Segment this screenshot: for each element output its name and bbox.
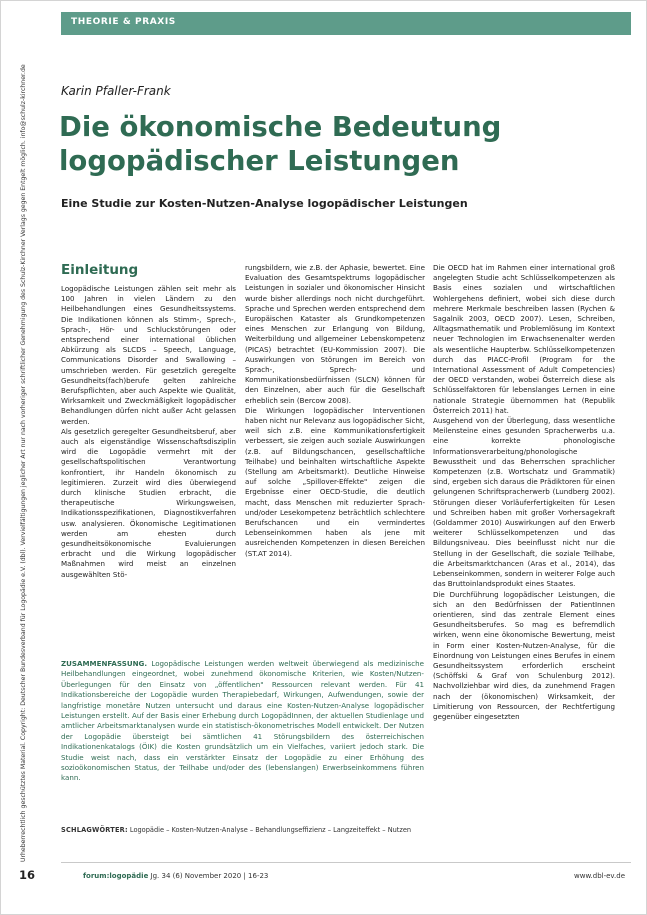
keywords-text: Logopädie – Kosten-Nutzen-Analyse – Behandlungseffizienz – Langzeiteffekt – Nutzen <box>127 826 412 834</box>
text-column-3 <box>433 263 615 722</box>
section-band <box>61 12 631 35</box>
journal-logo-part-1: forum: <box>83 872 110 880</box>
paragraph: Die Durchführung logopädischer Leistungen, die sich an den Bedürfnissen der PatientInnen orientieren, sind das zentrale Element eines Gesundheitsberufes. So mag es befremdlich wirken, wenn eine ökonomische Bewertung, meist in Form einer Kosten-Nutzen-Analyse, für die Einordnung von Leistungen eines Berufes in einem Gesundheitssystem erforderlich erscheint (Schöffski & Graf von Schulenburg 2012). Nachvollziehbar wird dies, da zunehmend Fragen nach der (ökonomischen) Wirksamkeit, der Limitierung von Ressourcen, der Rechtfertigung gegenüber eingesetzten <box>433 589 615 721</box>
abstract <box>61 659 424 784</box>
keywords-label: SCHLAGWÖRTER: <box>61 826 128 834</box>
paragraph: Logopädische Leistungen zählen seit mehr als 100 Jahren in vielen Ländern zu den Heilbehandlungen eines Gesundheitssystems. Die Indikationen können als Stimm-, Sprech-, Sprach-, Hör- und Schluckstörungen oder entsprechend einer international üblichen Abkürzung als SLCDS – Speech, Language, Communications Disorder and Swallowing – umschrieben werden. Für gesetzlich geregelte Gesundheits(fach)berufe gelten zahlreiche Berufspflichten, aber auch Aspekte wie Qualität, Wirksamkeit und Zweckmäßigkeit logopädischer Behandlungen dürfen nicht außer Acht gelassen werden. <box>61 284 236 426</box>
abstract-label: ZUSAMMENFASSUNG. <box>61 659 148 668</box>
paragraph: Als gesetzlich geregelter Gesundheitsberuf, aber auch als eigenständige Wissenschaftsdisziplin wird die Logopädie vermehrt mit der gesellschaftspolitischen Verantwortung konfrontiert, ihr Handeln ökonomisch zu legitimieren. Zurzeit wird dies überwiegend durch klinische Studien erbracht, die therapeutische Wirkungsweisen, Indikationsspezifikationen, Diagnostikverfahren usw. analysieren. Ökonomische Legitimationen werden am ehesten durch gesundheitsökonomische Evaluierungen erbracht und die Wirkung logopädischer Maßnahmen wird meist an einzelnen ausgewählten Stö- <box>61 426 236 579</box>
paragraph: rungsbildern, wie z.B. der Aphasie, bewertet. Eine Evaluation des Gesamtspektrums logopädischer Leistungen in sozialer und ökonomischer Hinsicht wurde bisher allerdings noch nicht durchgeführt. Sprache und Sprechen werden entsprechend dem Europäischen Kataster als Grundkompetenzen eines Menschen zur Erlangung von Bildung, Weiterbildung und allgemeiner Lebenskompetenz (PICAS) betrachtet (EU-Kommission 2007). Die Auswirkungen von Störungen im Bereich von Sprach-, Sprech- und Kommunikationsbedürfnissen (SLCN) können für den Einzelnen, aber auch für die Gesellschaft erheblich sein (Bercow 2008). <box>245 263 425 405</box>
footer-url[interactable]: www.dbl-ev.de <box>574 872 625 880</box>
abstract-text: Logopädische Leistungen werden weltweit überwiegend als medizinische Heilbehandlungen eingeordnet, wobei zunehmend ökonomische Kriterien, wie Kosten/Nutzen-Überlegungen für den Einsatz von „öffentlichen" Ressourcen relevant werden. Für 41 Indikationsbereiche der Logopädie wurden Therapiebedarf, Wirkungen, Aufwendungen, sowie der langfristige monetäre Nutzen untersucht und daraus eine Kosten-Nutzen-Analyse logopädischer Leistungen erstellt. Auf der Basis einer Erhebung durch LogopädInnen, der aktuellen Studienlage und amtlicher Arbeitsmarktanalysen wurde ein statistisch-ökonometrisches Modell entwickelt. Der Nutzen der Logopädie übersteigt bei sämtlichen 41 Störungsbildern des österreichischen Indikationenkatalogs (ÖIK) die Kosten grundsätzlich um ein Vielfaches, variiert jedoch stark. Die Studie weist nach, dass ein verstärkter Einsatz der Logopädie zu einer Erhöhung des sozioökonomischen Status, der Teilhabe und/oder des (lebenslangen) Erwerbseinkommens führen kann. <box>61 659 424 783</box>
section-label: THEORIE & PRAXIS <box>71 17 176 27</box>
keywords <box>61 825 424 835</box>
text-column-1 <box>61 284 236 580</box>
footer-divider <box>61 862 631 863</box>
title-line-2: logopädischer Leistungen <box>59 145 460 177</box>
journal-issue: Jg. 34 (6) November 2020 | 16-23 <box>150 872 269 880</box>
paragraph: Die OECD hat im Rahmen einer international groß angelegten Studie acht Schlüsselkompetenzen als Basis eines sozialen und wirtschaftlichen Wohlergehens definiert, wobei sich diese durch mehrere Merkmale beschreiben lassen (Rychen & Sagalnik 2003, OECD 2007). Lesen, Schreiben, Alltagsmathematik und Problemlösung im Kontext neuer Technologien im Erwachsenenalter werden als wesentliche Haupterbw. Schlüsselkompetenzen durch das PIACC-Profil (Program for the International Assessment of Adult Competencies) der OECD verstanden, wobei Österreich diese als Schlüsselfaktoren für lebenslanges Lernen in eine nationale Strategie übernommen hat (Republik Österreich 2011) hat. <box>433 263 615 415</box>
text-column-2 <box>245 263 425 559</box>
article-title <box>59 110 619 178</box>
paragraph: Ausgehend von der Überlegung, dass wesentliche Meilensteine eines gesunden Spracherwerbs u.a. eine korrekte phonologische Informationsverarbeitung/phonologische Bewusstheit und das Beherrschen sprachlicher Kompetenzen (z.B. Wortschatz und Grammatik) sind, ergeben sich daraus die Prädiktoren für einen gelungenen Schriftspracherwerb (Lundberg 2002). Störungen dieser Vorläuferfertigkeiten für Lesen und Schreiben haben mit großer Vorhersagekraft (Goldammer 2010) Auswirkungen auf den Erwerb weiterer Schlüsselkompetenzen und das Bildungsniveau. Dies beeinflusst nicht nur die Stellung in der Gesellschaft, die soziale Teilhabe, die Arbeitsmarktchancen (Aras et al., 2014), das Lebenseinkommen, sondern in weiterer Folge auch das Bruttoinlandsprodukt eines Staates. <box>433 416 615 589</box>
section-heading: Einleitung <box>61 262 139 278</box>
title-line-1: Die ökonomische Bedeutung <box>59 111 502 143</box>
journal-logo-part-2: logopädie <box>109 872 149 880</box>
footer-journal <box>83 872 268 880</box>
copyright-notice: Urheberrechtlich geschütztes Material. Copyright: Deutscher Bundesverband für Logopädie e.V. (dbl). Vervielfältigungen jeglicher Art nur nach vorheriger schriftlicher Genehmigung des Schulz-Kirchner Verlags gegen Entgelt möglich. info@schulz-kirchner.de <box>20 64 27 862</box>
paragraph: Die Wirkungen logopädischer Interventionen haben nicht nur Relevanz aus logopädischer Sicht, weil sich z.B. eine Kommunikationsfertigkeit verbessert, sie zeigen auch soziale Auswirkungen (z.B. auf Bildungschancen, gesellschaftliche Teilhabe) und beinhalten wirtschaftliche Aspekte (Stellung am Arbeitsmarkt). Deutliche Hinweise auf solche „Spillover-Effekte" zeigen die Ergebnisse einer OECD-Studie, die deutlich macht, dass Menschen mit reduzierter Sprach- und/oder Lesekompetenz beträchtlich schlechtere Berufschancen und ein vermindertes Lebenseinkommen haben als jene mit ausreichenden Kompetenzen in diesen Bereichen (ST.AT 2014). <box>245 405 425 558</box>
author-name: Karin Pfaller-Frank <box>61 84 171 98</box>
page-number: 16 <box>19 868 36 882</box>
article-subtitle: Eine Studie zur Kosten-Nutzen-Analyse logopädischer Leistungen <box>61 197 468 210</box>
